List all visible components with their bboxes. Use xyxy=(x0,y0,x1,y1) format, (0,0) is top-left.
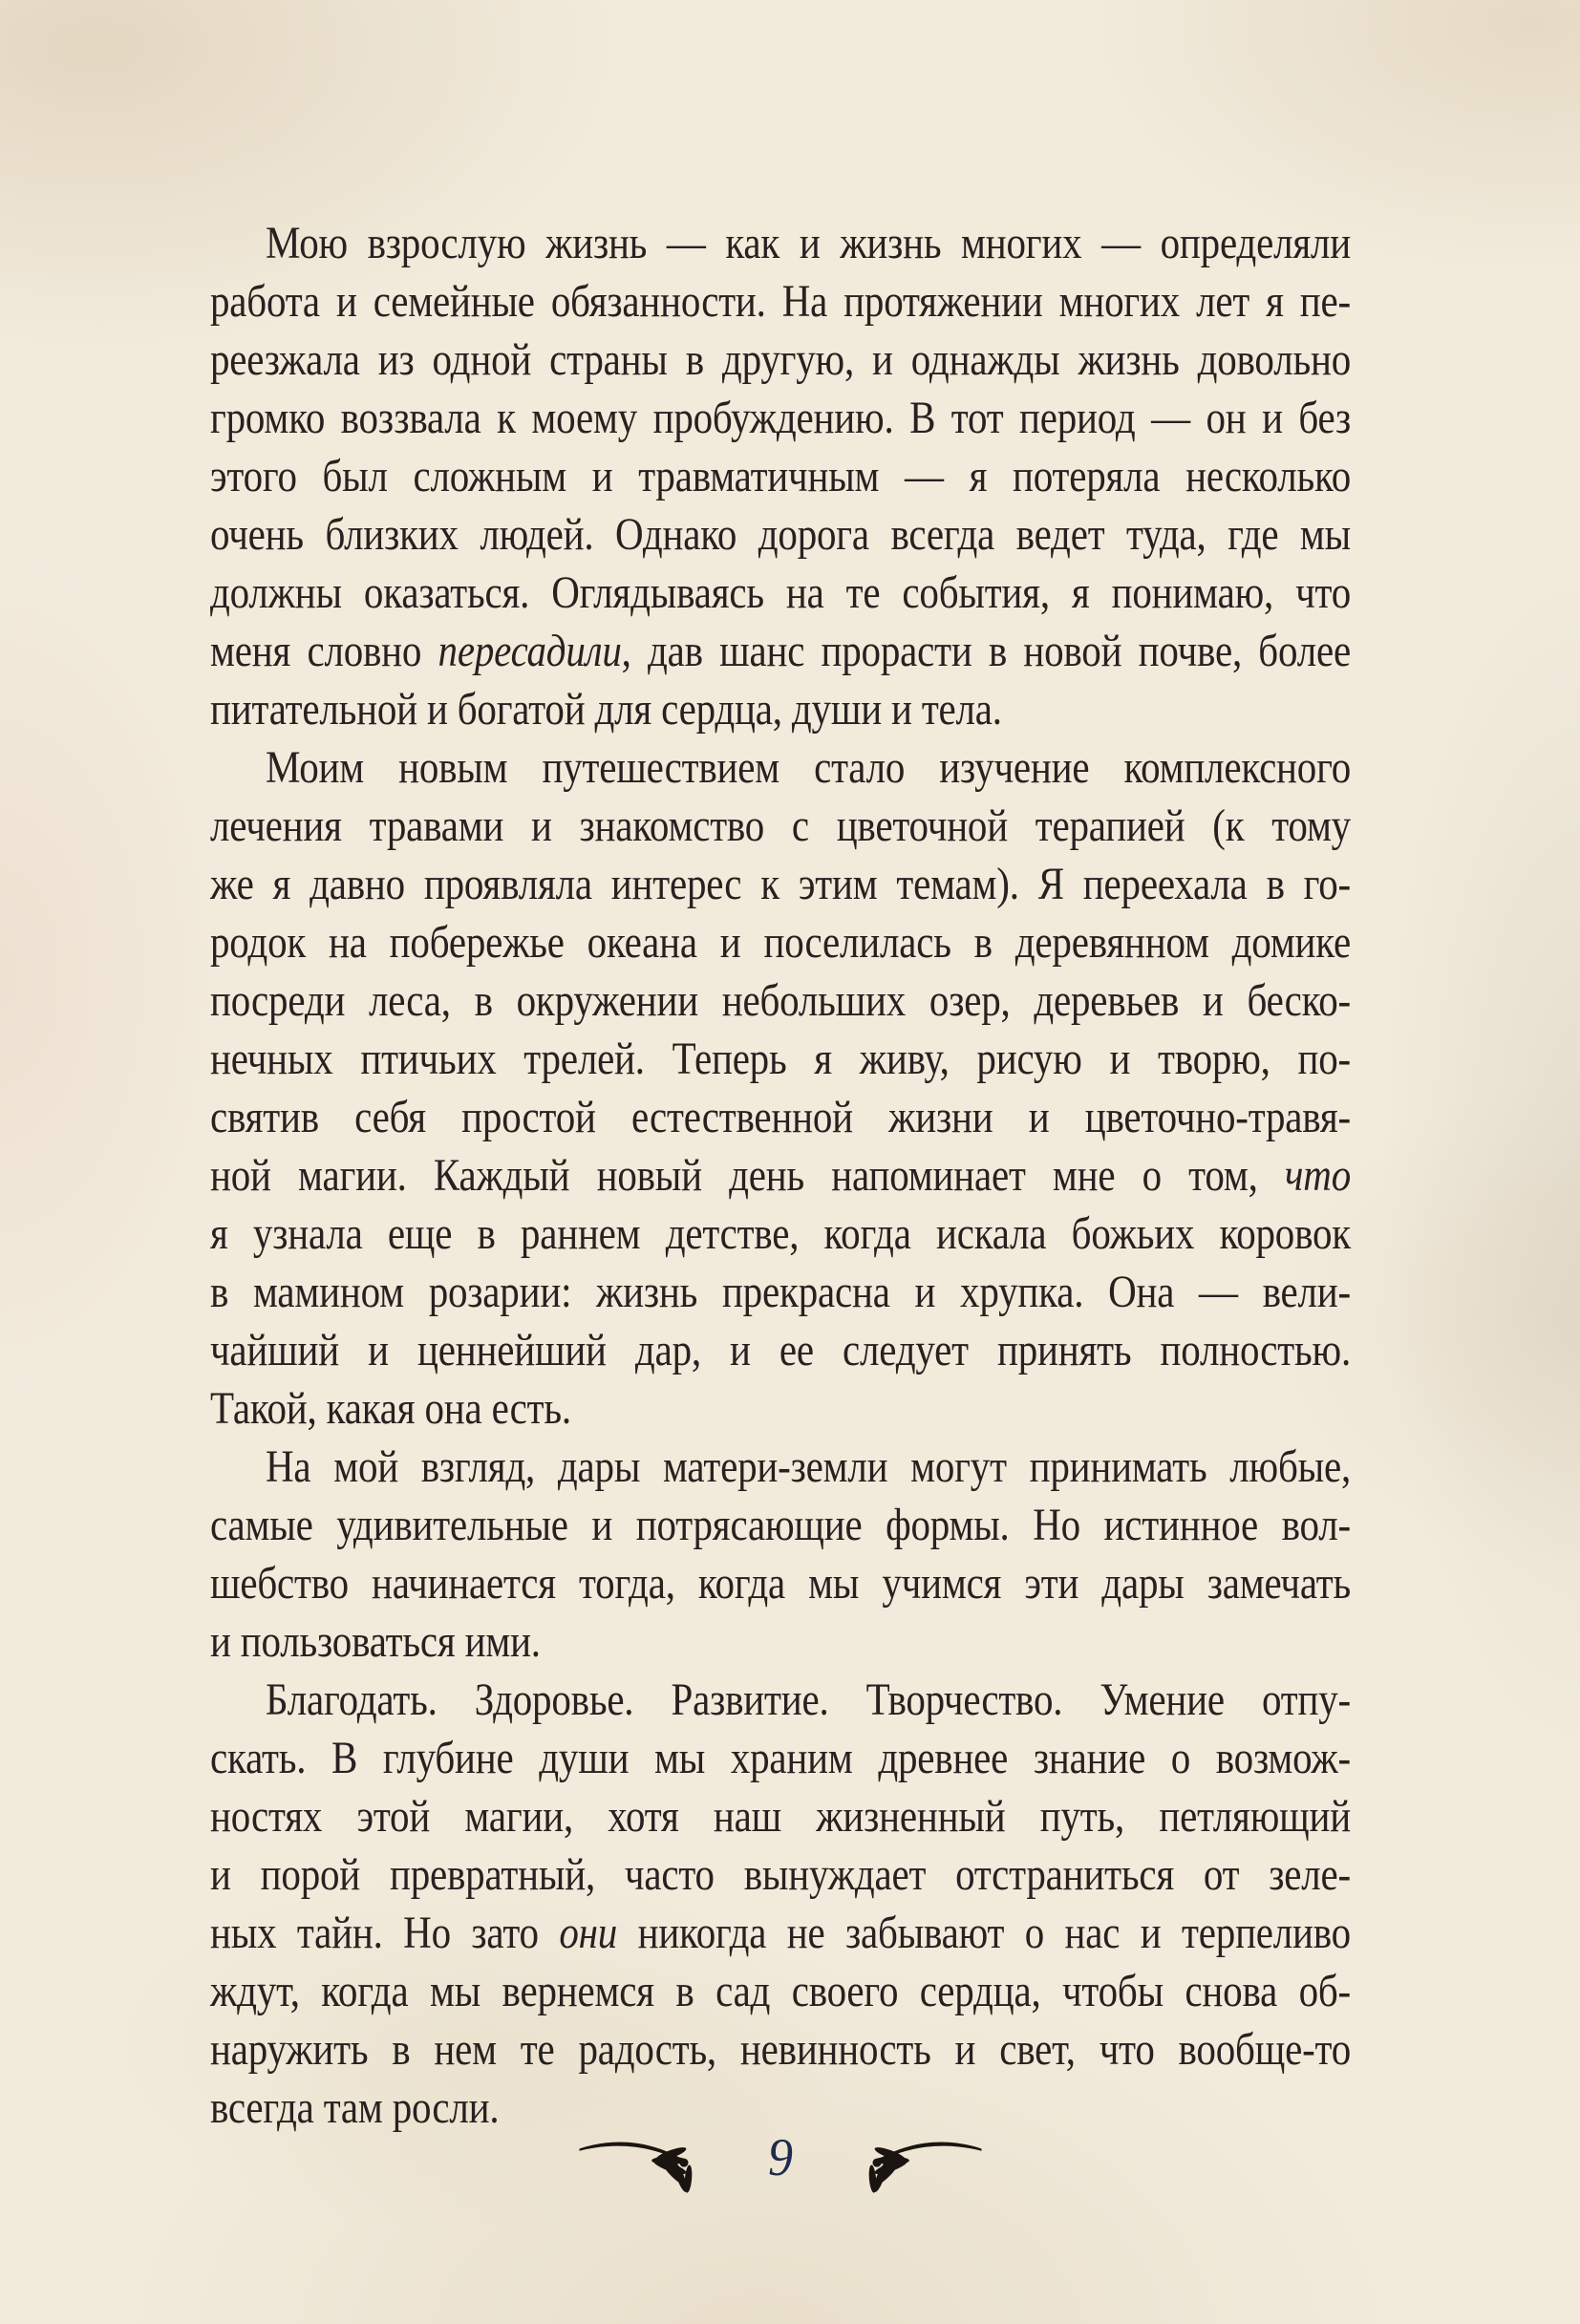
body-text: Благодать. Здоровье. Развитие. Творчество. Умение отпу- xyxy=(266,1674,1351,1725)
body-text: Моим новым путешествием стало изучение комплексного xyxy=(266,741,1351,793)
body-text: , дав шанс прорасти в новой почве, более xyxy=(621,625,1351,676)
emphasized-text: пересадили xyxy=(438,625,622,676)
emphasized-text: они xyxy=(559,1907,618,1958)
body-text: в мамином розарии: жизнь прекрасна и хрупка. Она — вели- xyxy=(210,1266,1351,1317)
body-text: ных тайн. Но зато xyxy=(210,1907,560,1958)
emphasized-text: что xyxy=(1284,1149,1351,1201)
body-text: и пользоваться ими. xyxy=(210,1615,541,1667)
body-text: Мою взрослую жизнь — как и жизнь многих — определяли xyxy=(266,217,1351,268)
body-text: очень близких людей. Однако дорога всегда ведет туда, где мы xyxy=(210,508,1351,560)
page-footer xyxy=(210,2130,1351,2193)
body-text: я узнала еще в раннем детстве, когда искала божьих коровок xyxy=(210,1207,1351,1259)
body-text: святив себя простой естественной жизни и цветочно-травя- xyxy=(210,1091,1351,1142)
body-text: громко воззвала к моему пробуждению. В тот период — он и без xyxy=(210,392,1351,443)
body-text: На мой взгляд, дары матери-земли могут принимать любые, xyxy=(266,1440,1351,1492)
text-block xyxy=(210,214,1351,2137)
body-text: ной магии. Каждый новый день напоминает мне о том, xyxy=(210,1149,1285,1201)
body-text: скать. В глубине души мы храним древнее знание о возмож- xyxy=(210,1732,1351,1783)
body-text: никогда не забывают о нас и терпеливо xyxy=(617,1907,1351,1958)
body-text: шебство начинается тогда, когда мы учимся эти дары замечать xyxy=(210,1557,1351,1609)
body-text: лечения травами и знакомство с цветочной терапией (к тому xyxy=(210,800,1351,851)
body-text: чайший и ценнейший дар, и ее следует принять полностью. xyxy=(210,1324,1351,1375)
body-text: родок на побережье океана и поселилась в деревянном домике xyxy=(210,916,1351,968)
body-text: Такой, какая она есть. xyxy=(210,1382,571,1434)
body-text: посреди леса, в окружении небольших озер, деревьев и беско- xyxy=(210,974,1351,1026)
body-text: питательной и богатой для сердца, души и тела. xyxy=(210,683,1002,735)
body-text: этого был сложным и травматичным — я потеряла несколько xyxy=(210,450,1351,501)
body-text: нечных птичьих трелей. Теперь я живу, рисую и творю, по- xyxy=(210,1033,1351,1084)
leaf-sprig-ornament-left xyxy=(575,2130,726,2193)
page-number: 9 xyxy=(768,2128,793,2187)
body-text: ждут, когда мы вернемся в сад своего сердца, чтобы снова об- xyxy=(210,1965,1351,2016)
body-text: ностях этой магии, хотя наш жизненный путь, петляющий xyxy=(210,1790,1351,1842)
body-text: и порой превратный, часто вынуждает отстраниться от зеле- xyxy=(210,1848,1351,1900)
body-text: должны оказаться. Оглядываясь на те события, я понимаю, что xyxy=(210,566,1351,618)
body-text: меня словно xyxy=(210,625,438,676)
body-text: наружить в нем те радость, невинность и свет, что вообще-то xyxy=(210,2023,1351,2075)
leaf-sprig-ornament-right xyxy=(835,2130,986,2193)
body-text: работа и семейные обязанности. На протяжении многих лет я пе- xyxy=(210,275,1351,327)
body-text: самые удивительные и потрясающие формы. Но истинное вол- xyxy=(210,1499,1351,1550)
body-text: реезжала из одной страны в другую, и однажды жизнь довольно xyxy=(210,333,1351,385)
body-text: всегда там росли. xyxy=(210,2081,500,2133)
body-text: же я давно проявляла интерес к этим темам). Я переехала в го- xyxy=(210,858,1351,909)
